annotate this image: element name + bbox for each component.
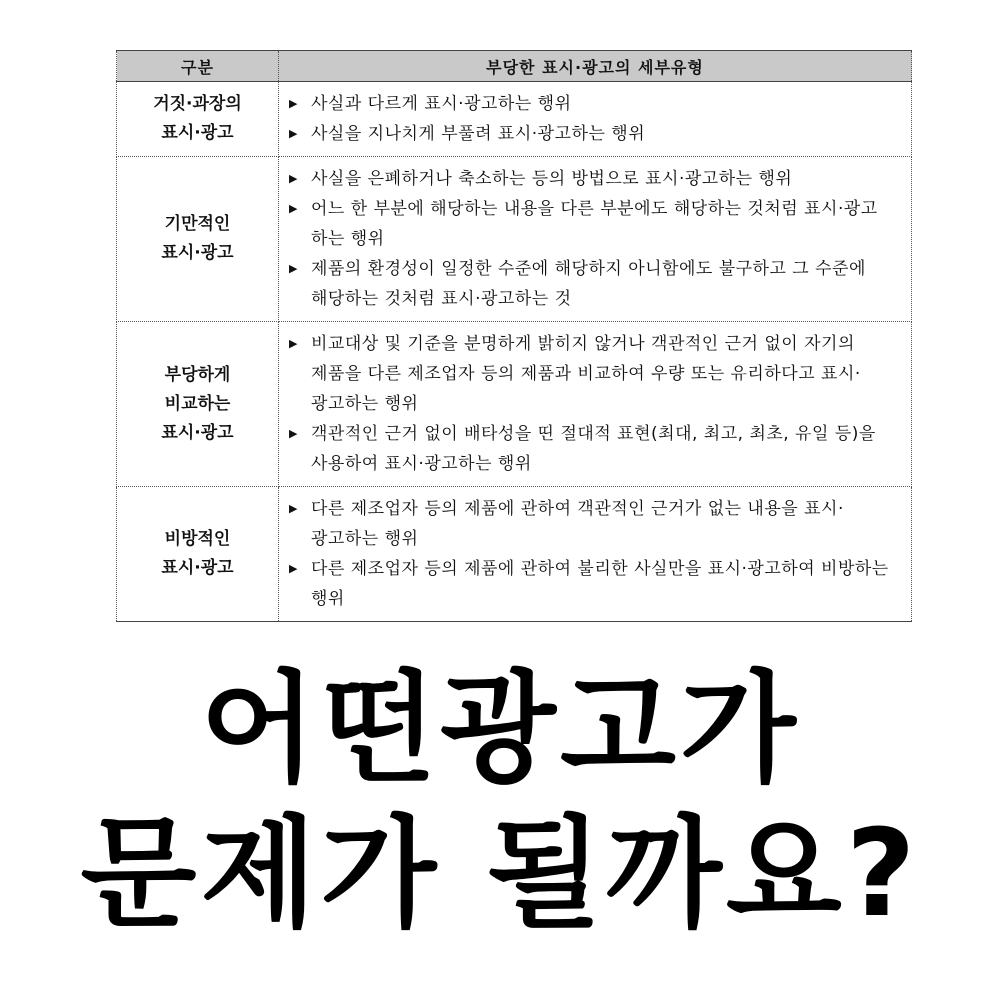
table-row: [117, 487, 912, 622]
category-line: 기만적인: [164, 214, 231, 234]
list-item: [289, 329, 901, 419]
headline-line-2: 문제가 될까요?: [80, 805, 920, 944]
category-cell: [117, 82, 279, 157]
ad-types-table-container: [116, 50, 911, 622]
category-line: 표시·광고: [161, 558, 234, 578]
category-line: 표시·광고: [161, 243, 234, 263]
triangle-right-icon: ▶: [289, 262, 298, 275]
category-cell: [117, 322, 279, 487]
list-item-text: 다른 제조업자 등의 제품에 관하여 불리한 사실만을 표시·광고하여 비방하는 행위: [311, 559, 889, 609]
category-line: 비방적인: [164, 529, 231, 549]
description-cell: [279, 322, 912, 487]
list-item-text: 제품의 환경성이 일정한 수준에 해당하지 아니함에도 불구하고 그 수준에 해당하는 것처럼 표시·광고하는 것: [311, 259, 866, 309]
list-item-text: 사실과 다르게 표시·광고하는 행위: [311, 94, 572, 114]
triangle-right-icon: ▶: [289, 202, 298, 215]
description-cell: [279, 487, 912, 622]
category-line: 표시·광고: [161, 422, 234, 443]
triangle-right-icon: ▶: [289, 337, 298, 350]
table-row: [117, 322, 912, 487]
triangle-right-icon: ▶: [289, 97, 298, 110]
category-cell: [117, 157, 279, 322]
list-item: [289, 89, 901, 119]
triangle-right-icon: ▶: [289, 172, 298, 185]
list-item-text: 객관적인 근거 없이 배타성을 띤 절대적 표현(최대, 최고, 최초, 유일 등)을 사용하여 표시·광고하는 행위: [311, 424, 876, 474]
triangle-right-icon: ▶: [289, 127, 298, 140]
list-item: [289, 194, 901, 254]
description-cell: [279, 82, 912, 157]
triangle-right-icon: ▶: [289, 427, 298, 440]
list-item: [289, 554, 901, 614]
list-item: [289, 119, 901, 149]
list-item: [289, 254, 901, 314]
table-row: [117, 82, 912, 157]
category-line: 부당하게: [164, 364, 231, 385]
category-cell: [117, 487, 279, 622]
category-line: 표시·광고: [161, 123, 234, 143]
description-cell: [279, 157, 912, 322]
header-detail-types: 부당한 표시·광고의 세부유형: [279, 51, 912, 82]
category-line: 거짓·과장의: [153, 94, 242, 114]
list-item-text: 사실을 지나치게 부풀려 표시·광고하는 행위: [311, 124, 646, 144]
triangle-right-icon: ▶: [289, 562, 298, 575]
list-item: [289, 419, 901, 479]
headline-line-1: 어떤광고가: [200, 660, 800, 799]
list-item: [289, 494, 901, 554]
list-item-text: 어느 한 부분에 해당하는 내용을 다른 부분에도 해당하는 것처럼 표시·광고 하는 행위: [311, 199, 878, 249]
list-item-text: 사실을 은폐하거나 축소하는 등의 방법으로 표시·광고하는 행위: [311, 169, 793, 189]
table-row: [117, 157, 912, 322]
list-item-text: 다른 제조업자 등의 제품에 관하여 객관적인 근거가 없는 내용을 표시·광고하는 행위: [311, 499, 844, 549]
ad-types-table: [116, 50, 912, 622]
list-item-text: 비교대상 및 기준을 분명하게 밝히지 않거나 객관적인 근거 없이 자기의 제품을 다른 제조업자 등의 제품과 비교하여 우량 또는 유리하다고 표시·광고하는 행위: [311, 334, 861, 414]
triangle-right-icon: ▶: [289, 502, 298, 515]
header-category: 구분: [117, 51, 279, 82]
category-line: 비교하는: [164, 393, 231, 414]
table-header-row: [117, 51, 912, 82]
list-item: [289, 164, 901, 194]
